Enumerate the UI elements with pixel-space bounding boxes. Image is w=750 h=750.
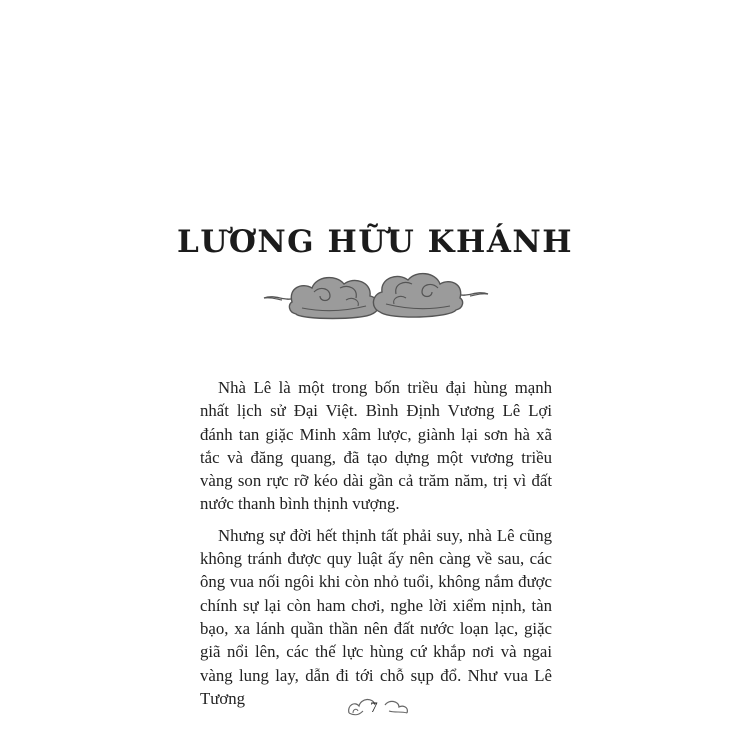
chapter-title: LƯƠNG HỮU KHÁNH [177, 224, 573, 260]
body-text [200, 376, 552, 718]
page-number: 7 [370, 700, 378, 716]
paragraph: Nhưng sự đời hết thịnh tất phải suy, nhà Lê cũng không tránh được quy luật ấy nên càng về sau, các ông vua nối ngôi khi còn nhỏ tuổi, không nắm được chính sự lại còn ham chơi, nghe lời xiểm nịnh, tàn bạo, xa lánh quần thần nên đất nước loạn lạc, giặc giã nổi lên, các thế lực hùng cứ khắp nơi và ngai vàng lung lay, dẫn đi tới chỗ sụp đổ. Như vua Lê Tương [200, 525, 552, 708]
cloud-pair-icon [262, 268, 490, 326]
paragraph: Nhà Lê là một trong bốn triều đại hùng mạnh nhất lịch sử Đại Việt. Bình Định Vương Lê Lợi đánh tan giặc Minh xâm lược, giành lại sơn hà xã tắc và đăng quang, đã tạo dựng một vương triều vàng son rực rỡ kéo dài gần cả trăm năm, trị vì đất nước thanh bình thịnh vượng. [200, 378, 552, 514]
left-cloud-icon [264, 278, 379, 319]
right-cloud-icon [373, 274, 488, 317]
